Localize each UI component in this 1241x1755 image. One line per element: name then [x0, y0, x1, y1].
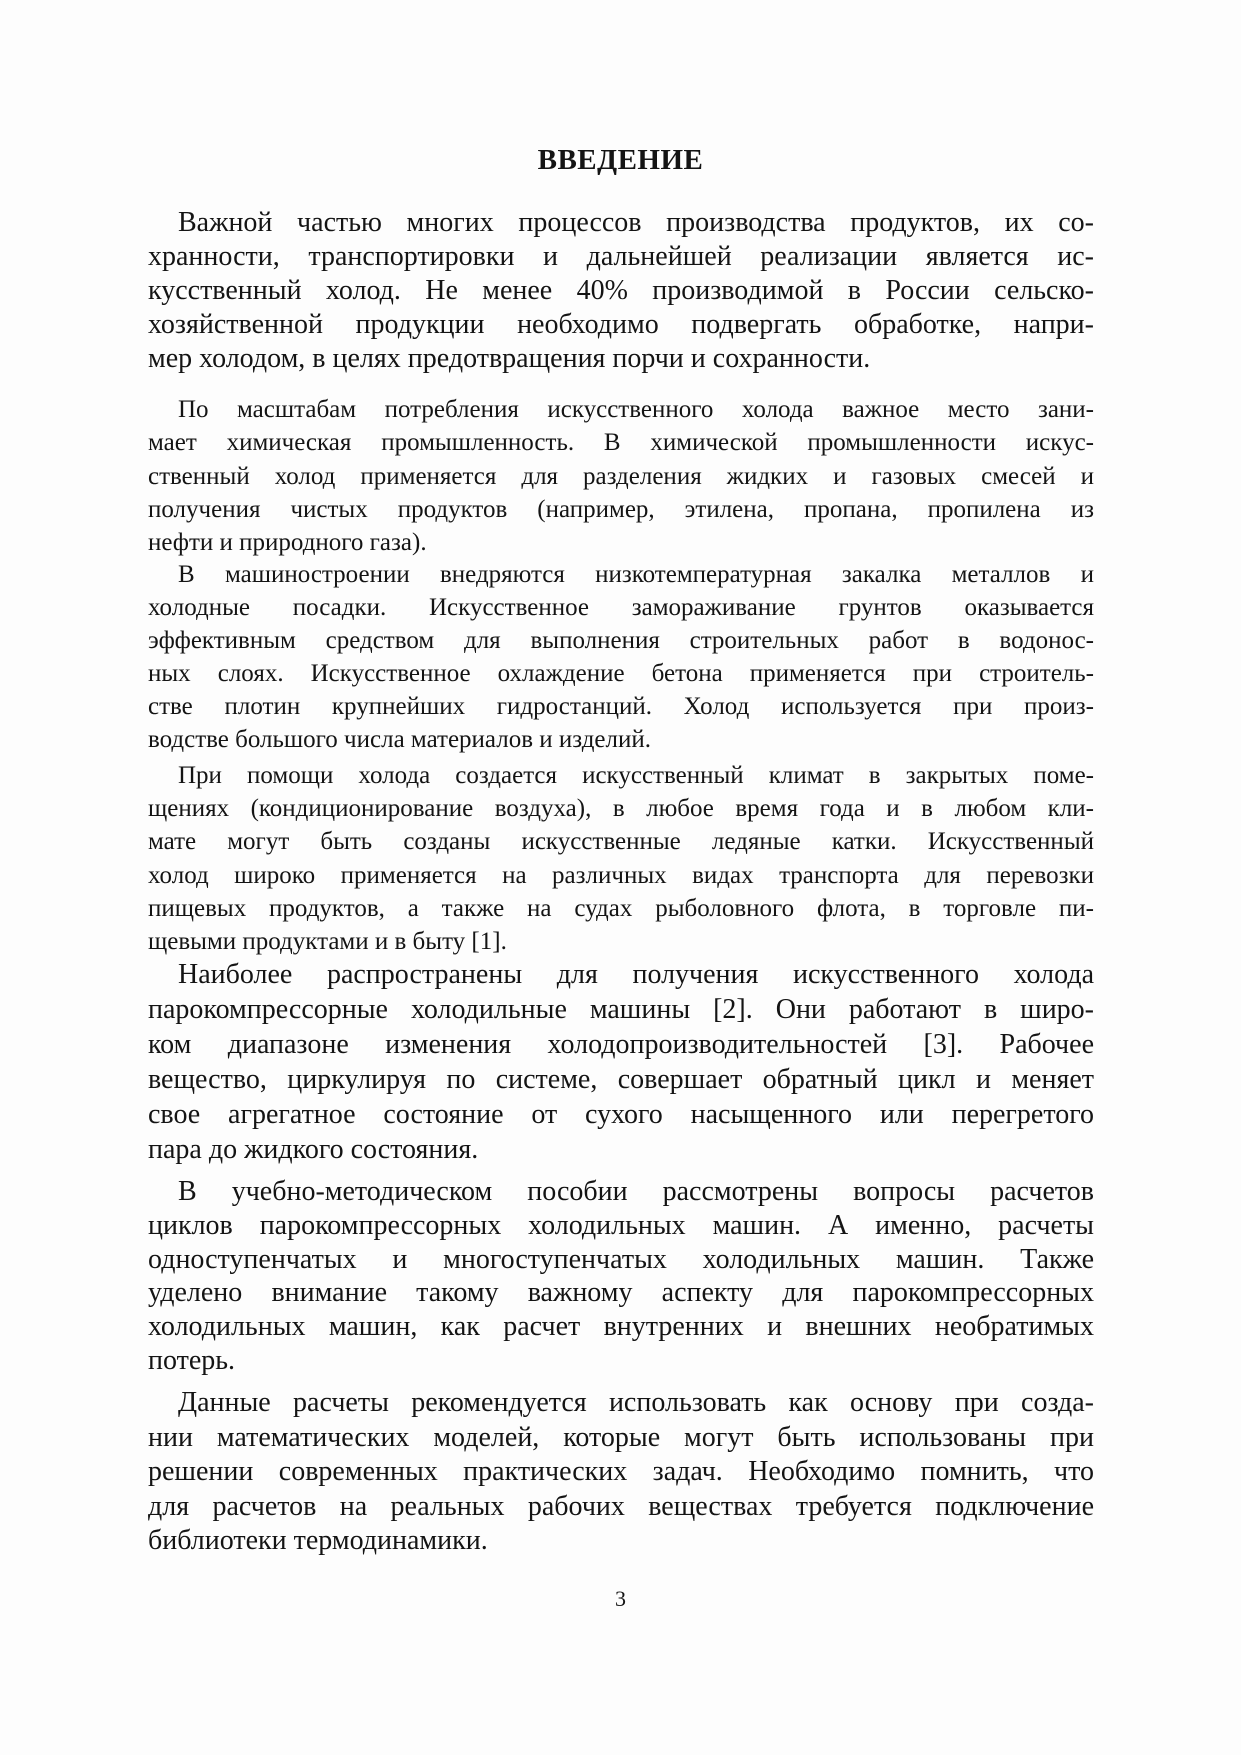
- text-line: хранности, транспортировки и дальнейшей реализации является ис-: [148, 241, 1094, 272]
- paragraph: [148, 759, 1094, 958]
- text-line: щевыми продуктами и в быту [1].: [148, 928, 507, 956]
- text-line: решении современных практических задач. Необходимо помнить, что: [148, 1456, 1094, 1487]
- text-line: мает химическая промышленность. В химической промышленности искус-: [148, 429, 1094, 457]
- text-line: В учебно-методическом пособии рассмотрены вопросы расчетов: [178, 1176, 1094, 1207]
- text-line: стве плотин крупнейших гидростанций. Холод используется при произ-: [148, 693, 1094, 720]
- text-line: При помощи холода создается искусственный климат в закрытых поме-: [178, 762, 1094, 789]
- text-line: потерь.: [148, 1344, 236, 1376]
- text-line: пара до жидкого состояния.: [148, 1134, 479, 1165]
- paragraph: [148, 1175, 1094, 1378]
- text-line: нефти и природного газа).: [148, 529, 427, 556]
- text-line: нии математических моделей, которые могут быть использованы при: [148, 1421, 1094, 1453]
- paragraph: [148, 957, 1094, 1167]
- text-line: Важной частью многих процессов производства продуктов, их со-: [178, 207, 1094, 238]
- text-line: холодильных машин, как расчет внутренних и внешних необратимых: [148, 1311, 1094, 1343]
- text-line: мате могут быть созданы искусственные ледяные катки. Искусственный: [148, 828, 1094, 856]
- text-line: ком диапазоне изменения холодопроизводительностей [3]. Рабочее: [148, 1029, 1094, 1060]
- text-line: уделено внимание такому важному аспекту для парокомпрессорных: [148, 1277, 1094, 1309]
- text-line: холод широко применяется на различных видах транспорта для перевозки: [148, 861, 1094, 889]
- text-line: библиотеки термодинамики.: [148, 1525, 488, 1556]
- text-line: Наиболее распространены для получения искусственного холода: [178, 959, 1094, 990]
- text-line: водстве большого числа материалов и изделий.: [148, 726, 652, 753]
- text-line: вещество, циркулируя по системе, совершает обратный цикл и меняет: [148, 1064, 1094, 1095]
- text-line: Данные расчеты рекомендуется использовать как основу при созда-: [178, 1387, 1094, 1418]
- paragraph: [148, 1386, 1094, 1559]
- text-line: для расчетов на реальных рабочих веществах требуется подключение: [148, 1490, 1094, 1522]
- page-title: ВВЕДЕНИЕ: [537, 144, 704, 176]
- page-number: 3: [615, 1586, 626, 1611]
- text-line: циклов парокомпрессорных холодильных машин. А именно, расчеты: [148, 1209, 1094, 1241]
- text-line: холодные посадки. Искусственное замораживание грунтов оказывается: [148, 594, 1094, 621]
- text-line: кусственный холод. Не менее 40% производимой в России сельско-: [148, 275, 1094, 306]
- text-line: получения чистых продуктов (например, этилена, пропана, пропилена из: [148, 495, 1094, 523]
- text-line: щениях (кондиционирование воздуха), в любое время года и в любом кли-: [148, 795, 1094, 823]
- paragraph: [148, 558, 1094, 756]
- text-line: одноступенчатых и многоступенчатых холодильных машин. Также: [148, 1243, 1094, 1275]
- text-line: свое агрегатное состояние от сухого насыщенного или перегретого: [148, 1099, 1094, 1130]
- text-line: ных слоях. Искусственное охлаждение бетона применяется при строитель-: [148, 660, 1094, 687]
- text-line: ственный холод применяется для разделения жидких и газовых смесей и: [148, 462, 1094, 490]
- text-line: парокомпрессорные холодильные машины [2]. Они работают в широ-: [148, 994, 1094, 1025]
- text-line: эффективным средством для выполнения строительных работ в водонос-: [148, 627, 1094, 654]
- paragraph: [148, 206, 1094, 376]
- text-line: В машиностроении внедряются низкотемпературная закалка металлов и: [178, 561, 1094, 588]
- text-line: мер холодом, в целях предотвращения порчи и сохранности.: [148, 343, 871, 374]
- text-line: хозяйственной продукции необходимо подвергать обработке, напри-: [148, 309, 1094, 340]
- paragraph: [148, 393, 1094, 559]
- text-line: пищевых продуктов, а также на судах рыболовного флота, в торговле пи-: [148, 894, 1094, 922]
- text-line: По масштабам потребления искусственного холода важное место зани-: [178, 396, 1094, 423]
